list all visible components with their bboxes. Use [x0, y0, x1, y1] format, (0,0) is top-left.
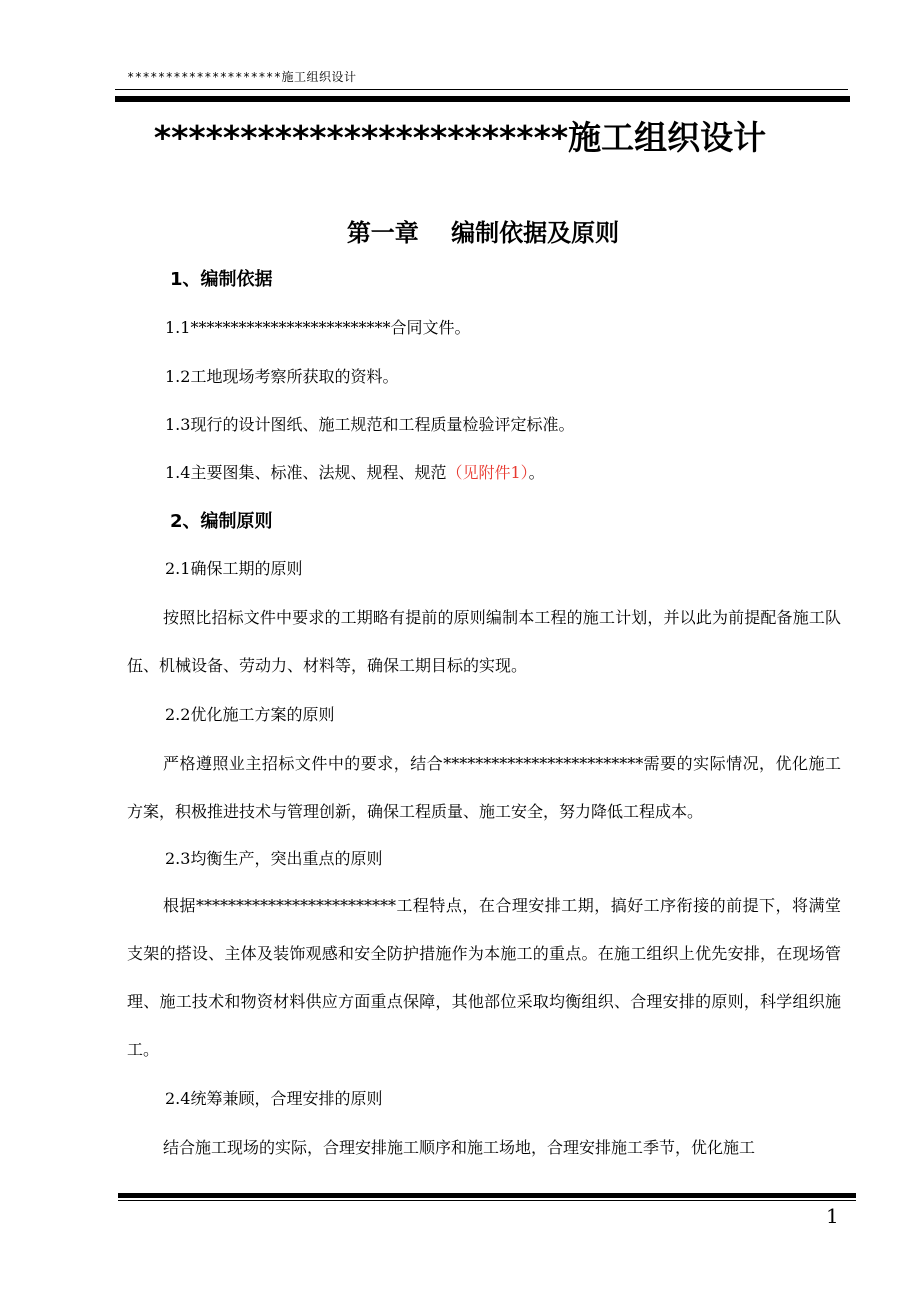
paragraph: 结合施工现场的实际，合理安排施工顺序和施工场地，合理安排施工季节，优化施工: [163, 1138, 756, 1157]
header-title: ********************施工组织设计: [127, 70, 357, 84]
header-divider-thick: [115, 96, 850, 102]
section-heading: 1、编制依据: [170, 269, 273, 290]
document-title: ************************施工组织设计: [153, 118, 767, 157]
list-item: 1.2工地现场考察所获取的资料。: [165, 367, 399, 386]
paragraph: 按照比招标文件中要求的工期略有提前的原则编制本工程的施工计划，并以此为前提配备施工队伍、机械设备、劳动力、材料等，确保工期目标的实现。: [127, 608, 841, 675]
list-item-end: 。: [528, 463, 545, 482]
subsection-title: 2.3均衡生产，突出重点的原则: [165, 849, 383, 868]
subsection-title: 2.1确保工期的原则: [165, 559, 303, 578]
paragraph: 严格遵照业主招标文件中的要求，结合*************************需要的实际情况，优化施工方案，积极推进技术与管理创新，确保工程质量、施工安全，努力降低工程成本。: [127, 754, 841, 821]
list-item: [165, 460, 545, 486]
list-item-text: 1.4主要图集、标准、法规、规程、规范: [165, 463, 447, 482]
chapter-heading: 第一章 编制依据及原则: [346, 219, 620, 247]
attachment-reference: （见附件1）: [446, 463, 529, 482]
subsection-title: 2.2优化施工方案的原则: [165, 705, 335, 724]
list-item: 1.1*************************合同文件。: [165, 318, 471, 337]
subsection-title: 2.4统筹兼顾，合理安排的原则: [165, 1089, 383, 1108]
header-divider-thin: [115, 89, 848, 90]
paragraph: 根据*************************工程特点，在合理安排工期，搞好工序衔接的前提下，将满堂支架的搭设、主体及装饰观感和安全防护措施作为本施工的重点。在施工组织上优先安排，在现场管理、施工技术和物资材料供应方面重点保障，其他部位采取均衡组织、合理安排的原则，科学组织施工。: [127, 896, 841, 1059]
page-number: 1: [826, 1204, 839, 1228]
footer-divider-thick: [118, 1193, 856, 1198]
footer-divider-thin: [118, 1200, 856, 1201]
list-item: 1.3现行的设计图纸、施工规范和工程质量检验评定标准。: [165, 415, 575, 434]
section-heading: 2、编制原则: [170, 511, 273, 532]
